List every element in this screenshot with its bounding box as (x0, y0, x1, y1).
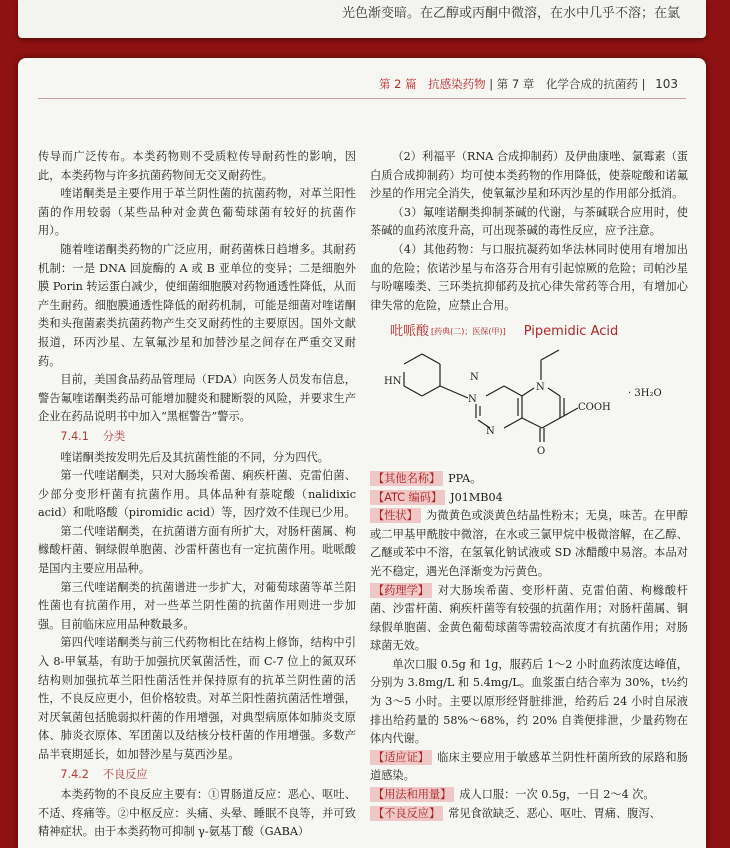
field-text: 成人口服：一次 0.5g，一日 2～4 次。 (459, 788, 655, 802)
structure-cooh-label: COOH (578, 401, 611, 413)
field-text: 常见食欲缺乏、恶心、呕吐、胃痛、腹泻、 (448, 806, 661, 820)
running-header (379, 76, 678, 92)
header-part: 第 2 篇 抗感染药物 (378, 77, 486, 91)
paragraph: （4）其他药物：与口服抗凝药如华法林同时使用有增加出血的危险；依诺沙星与布洛芬合用有引起惊厥的危险；司帕沙星与吩噻嗪类、三环类抗抑郁药及抗心律失常药等合用，有增加心律失常的危险，应禁止合用。 (370, 242, 688, 312)
section-number: 7.4.1 (60, 429, 89, 443)
field-adverse-reactions (370, 805, 688, 824)
structure-n-label: N (536, 381, 545, 393)
field-label: 【适应证】 (370, 750, 432, 765)
previous-page-text: 光色渐变暗。在乙醇或丙酮中微溶，在水中几乎不溶；在氯 (341, 6, 680, 21)
left-column (38, 148, 356, 842)
drug-heading (390, 323, 688, 342)
paragraph: 传导而广泛传布。本类药物则不受质粒传导耐药性的影响，因此，本类药物与许多抗菌药物间无交叉耐药性。 (38, 150, 356, 182)
page-number: 103 (655, 77, 678, 91)
structure-o-label: O (537, 445, 546, 457)
field-label: 【性状】 (370, 508, 421, 523)
field-label: 【ATC 编码】 (370, 490, 445, 505)
paragraph: 随着喹诺酮类药物的广泛应用，耐药菌株日趋增多。其耐药机制：一是 DNA 回旋酶的 A 或 B 亚单位的变异；二是细胞外膜 Porin 转运蛋白减少，使细菌细胞膜对药物通透性降低，从而产生耐药。细胞膜通透性降低的耐药机制，可能是细菌对喹诺酮类和头孢菌素类抗菌药物产生交叉耐药性的主要原因。国外文献报道，环丙沙星、左氧氟沙星和加替沙星之间存在严重交叉耐药。 (38, 242, 356, 368)
section-number: 7.4.2 (60, 767, 89, 781)
field-text: 为微黄色或淡黄色结晶性粉末；无臭，味苦。在甲醇或二甲基甲酰胺中微溶，在水或三氯甲烷中极微溶解，在乙醇、乙醚或苯中不溶，在氢氧化钠试液或 SD 冰醋酸中易溶。本品对光不稳定，遇光色泽渐变为污黄色。 (370, 509, 688, 578)
header-rule (38, 98, 686, 99)
structure-n-label: N (486, 425, 495, 437)
structure-n-label: N (470, 371, 479, 383)
paragraph: 第一代喹诺酮类，只对大肠埃希菌、痢疾杆菌、克雷伯菌、少部分变形杆菌有抗菌作用。具体品种有萘啶酸（nalidixic acid）和吡咯酸（piromidic acid）等，因疗效不佳现已少用。 (38, 469, 356, 520)
previous-page-edge (18, 0, 706, 38)
field-properties (370, 507, 688, 581)
paragraph: （2）利福平（RNA 合成抑制药）及伊曲康唑、氯霉素（蛋白质合成抑制药）均可使本类药物的作用降低，使萘啶酸和诺氟沙星的作用完全消失，使氧氟沙星和环丙沙星的作用部分抵消。 (370, 150, 688, 201)
field-indications (370, 749, 688, 786)
right-column (370, 148, 688, 823)
structure-nh-label: HN (384, 375, 402, 387)
field-dosage (370, 786, 688, 805)
field-atc-code (370, 489, 688, 508)
chemical-structure (384, 346, 684, 464)
section-title: 分类 (102, 429, 126, 443)
drug-name-cn: 吡哌酸 (390, 324, 430, 340)
field-label: 【不良反应】 (370, 806, 443, 821)
paragraph: 第四代喹诺酮类与前三代药物相比在结构上修饰，结构中引入 8-甲氧基，有助于加强抗厌氧菌活性，而 C-7 位上的氮双环结构则加强抗革兰阳性菌活性并保持原有的抗革兰阴性菌的活性，不良反应更小，但价格较贵。对革兰阳性菌抗菌活性增强，对厌氧菌包括脆弱拟杆菌的作用增强，对典型病原体如肺炎支原体、肺炎衣原体、军团菌以及结核分枝杆菌的作用增强。多数产品半衰期延长，如加替沙星与莫西沙星。 (38, 636, 356, 761)
field-label: 【其他名称】 (370, 471, 443, 486)
field-pharmacology (370, 582, 688, 656)
drug-catalog-tag: [药典(二)；医保(甲)] (431, 327, 506, 337)
field-text: 对大肠埃希菌、变形杆菌、克雷伯菌、枸橼酸杆菌、沙雷杆菌、痢疾杆菌等有较强的抗菌作用；对肠杆菌属、铜绿假单胞菌、金黄色葡萄球菌等需较高浓度才有抗菌作用；对肠球菌无效。 (370, 583, 688, 653)
paragraph: 单次口服 0.5g 和 1g，服药后 1～2 小时血药浓度达峰值，分别为 3.8mg/L 和 5.4mg/L。血浆蛋白结合率为 30%，t½约为 3～5 小时。主要以原形经肾脏排泄，给药后 24 小时自尿液排出给药量的 58%～68%，约 20% 自粪便排泄，少量药物在体内代谢。 (370, 657, 688, 746)
paragraph: 喹诺酮类按发明先后及其抗菌性能的不同，分为四代。 (60, 450, 329, 464)
structure-n-label: N (468, 393, 477, 405)
field-text: 临床主要应用于敏感革兰阴性杆菌所致的尿路和肠道感染。 (370, 750, 688, 783)
paragraph: （3）氟喹诺酮类抑制茶碱的代谢，与茶碱联合应用时，使茶碱的血药浓度升高，可出现茶碱的毒性反应，应予注意。 (370, 205, 688, 238)
field-other-names (370, 470, 688, 489)
section-heading-classification (60, 428, 356, 447)
structure-hydrate-label: · 3H₂O (628, 387, 662, 399)
drug-name-en: Pipemidic Acid (523, 324, 619, 340)
book-page (18, 58, 706, 848)
field-text: PPA。 (448, 471, 482, 485)
field-text: J01MB04 (450, 490, 503, 504)
field-label: 【用法和用量】 (370, 787, 454, 802)
paragraph: 第三代喹诺酮类的抗菌谱进一步扩大，对葡萄球菌等革兰阳性菌也有抗菌作用，对一些革兰阴性菌的抗菌作用则进一步加强。目前临床应用品种数最多。 (38, 580, 356, 631)
paragraph: 喹诺酮类是主要作用于革兰阴性菌的抗菌药物，对革兰阳性菌的作用较弱（某些品种对金黄色葡萄球菌有较好的抗菌作用）。 (38, 187, 356, 238)
header-separator-2: | (641, 77, 646, 91)
header-separator: | (489, 77, 494, 91)
section-title: 不良反应 (102, 767, 148, 781)
paragraph: 本类药物的不良反应主要有：①胃肠道反应：恶心、呕吐、不适、疼痛等。②中枢反应：头痛、头晕、睡眠不良等，并可致精神症状。由于本类药物可抑制 γ-氨基丁酸（GABA） (38, 788, 356, 839)
paragraph: 第二代喹诺酮类，在抗菌谱方面有所扩大，对肠杆菌属、枸橼酸杆菌、铜绿假单胞菌、沙雷杆菌也有一定抗菌作用。吡哌酸是国内主要应用品种。 (38, 524, 356, 576)
field-label: 【药理学】 (370, 583, 432, 598)
section-heading-adverse (60, 766, 356, 785)
header-chapter: 第 7 章 化学合成的抗菌药 (496, 77, 638, 91)
paragraph: 目前，美国食品药品管理局（FDA）向医务人员发布信息，警告氟喹诺酮类药品可能增加腱炎和腱断裂的风险，并要求生产企业在药品说明书中加入“黑框警告”警示。 (38, 373, 356, 424)
